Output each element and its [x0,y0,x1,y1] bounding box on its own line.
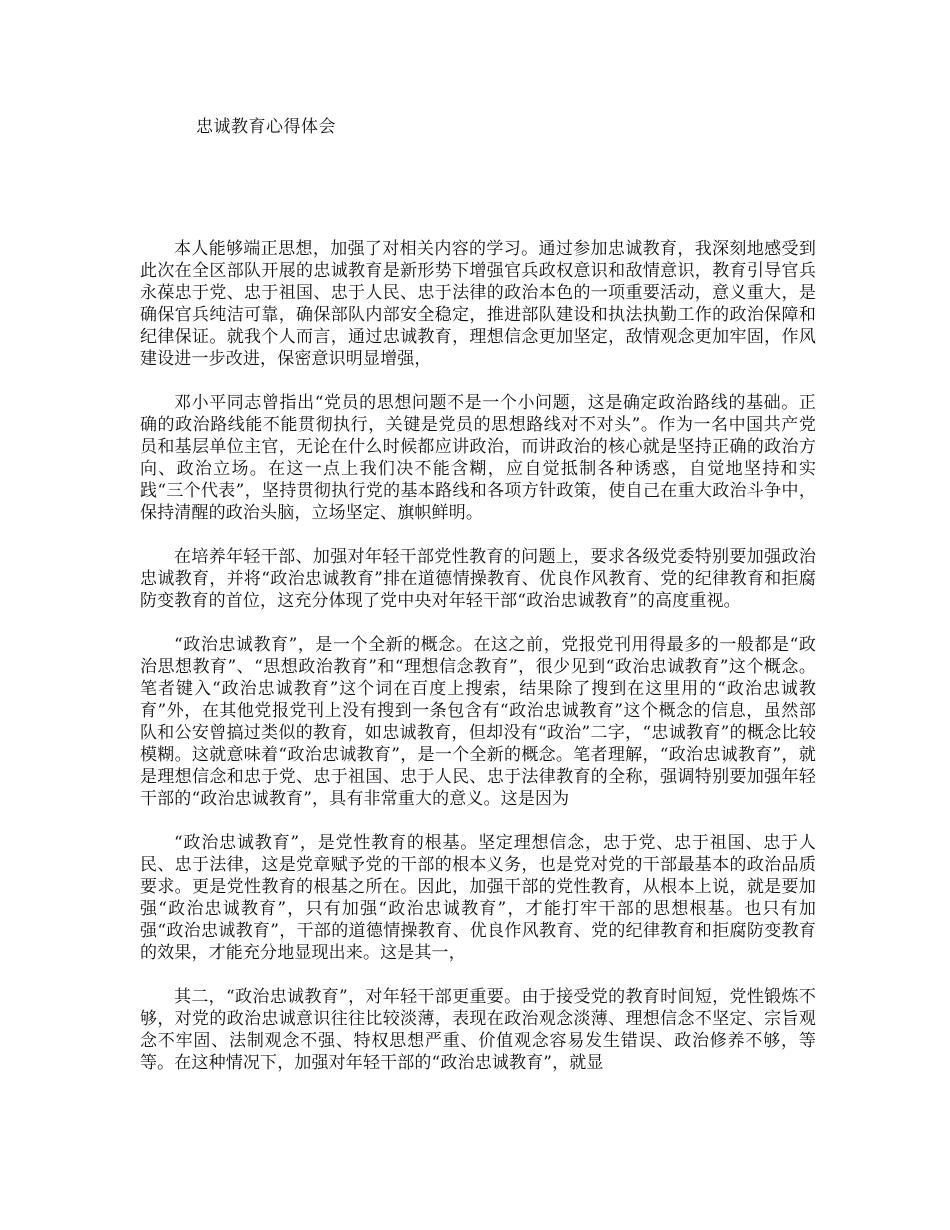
paragraph-2: 邓小平同志曾指出“党员的思想问题不是一个小问题，这是确定政治路线的基础。正确的政治路线能不能贯彻执行，关键是党员的思想路线对不对头”。作为一名中国共产党员和基层单位主官，无论在什么时候都应讲政治，而讲政治的核心就是坚持正确的政治方向、政治立场。在这一点上我们决不能含糊，应自觉抵制各种诱惑，自觉地坚持和实践“三个代表”，坚持贯彻执行党的基本路线和各项方针政策，使自己在重大政治斗争中，保持清醒的政治头脑，立场坚定、旗帜鲜明。 [140,393,816,523]
paragraph-3: 在培养年轻干部、加强对年轻干部党性教育的问题上，要求各级党委特别要加强政治忠诚教育，并将“政治忠诚教育”排在道德情操教育、优良作风教育、党的纪律教育和拒腐防变教育的首位，这充分体现了党中央对年轻干部“政治忠诚教育”的高度重视。 [140,547,816,611]
document-body [140,238,816,1096]
document-title: 忠诚教育心得体会 [196,117,336,137]
paragraph-6: 其二，“政治忠诚教育”，对年轻干部更重要。由于接受党的教育时间短，党性锻炼不够，对党的政治忠诚意识往往比较淡薄，表现在政治观念淡薄、理想信念不坚定、宗旨观念不牢固、法制观念不强、特权思想严重、价值观念容易发生错误、政治修养不够，等等。在这种情况下，加强对年轻干部的“政治忠诚教育”，就显 [140,987,816,1073]
paragraph-1: 本人能够端正思想，加强了对相关内容的学习。通过参加忠诚教育，我深刻地感受到此次在全区部队开展的忠诚教育是新形势下增强官兵政权意识和敌情意识，教育引导官兵永葆忠于党、忠于祖国、忠于人民、忠于法律的政治本色的一项重要活动，意义重大，是确保官兵纯洁可靠，确保部队内部安全稳定，推进部队建设和执法执勤工作的政治保障和纪律保证。就我个人而言，通过忠诚教育，理想信念更加坚定，敌情观念更加牢固，作风建设进一步改进，保密意识明显增强， [140,239,816,369]
paragraph-5: “政治忠诚教育”，是党性教育的根基。坚定理想信念，忠于党、忠于祖国、忠于人民、忠于法律，这是党章赋予党的干部的根本义务，也是党对党的干部最基本的政治品质要求。更是党性教育的根基之所在。因此，加强干部的党性教育，从根本上说，就是要加强“政治忠诚教育”，只有加强“政治忠诚教育”，才能打牢干部的思想根基。也只有加强“政治忠诚教育”，干部的道德情操教育、优良作风教育、党的纪律教育和拒腐防变教育的效果，才能充分地显现出来。这是其一， [140,833,816,963]
paragraph-4: “政治忠诚教育”，是一个全新的概念。在这之前，党报党刊用得最多的一般都是“政治思想教育”、“思想政治教育”和“理想信念教育”，很少见到“政治忠诚教育”这个概念。笔者键入“政治忠诚教育”这个词在百度上搜索，结果除了搜到在这里用的“政治忠诚教育”外，在其他党报党刊上没有搜到一条包含有“政治忠诚教育”这个概念的信息，虽然部队和公安曾搞过类似的教育，如忠诚教育，但却没有“政治”二字，“忠诚教育”的概念比较模糊。这就意味着“政治忠诚教育”，是一个全新的概念。笔者理解，“政治忠诚教育”，就是理想信念和忠于党、忠于祖国、忠于人民、忠于法律教育的全称，强调特别要加强年轻干部的“政治忠诚教育”，具有非常重大的意义。这是因为 [140,635,816,809]
